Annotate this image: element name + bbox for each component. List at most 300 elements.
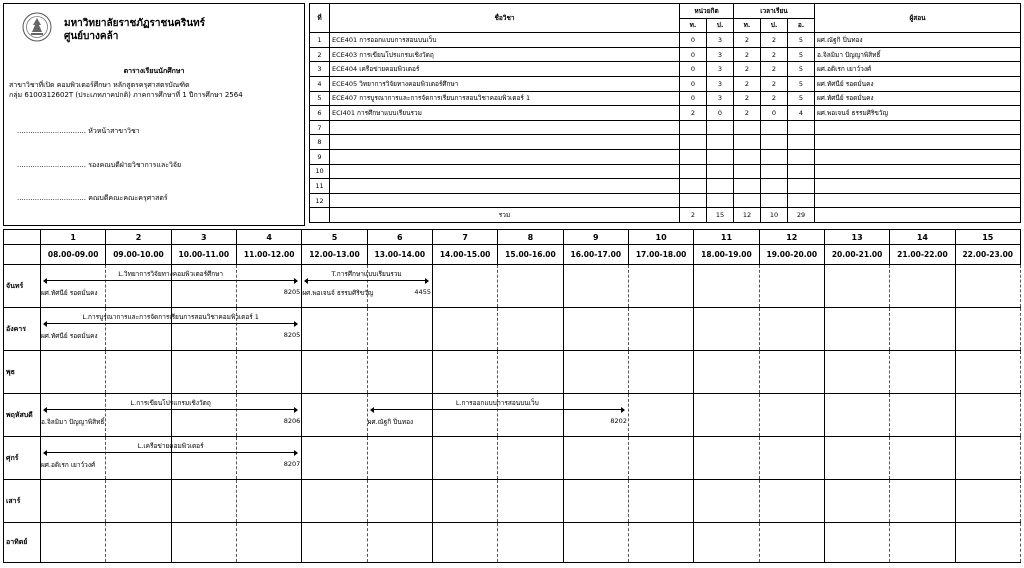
time-slot-cell [824, 394, 889, 437]
course-instructor [815, 135, 1021, 150]
time-slot-cell [171, 480, 236, 523]
course-row [310, 76, 1021, 91]
col-hours: เวลาเรียน [734, 4, 815, 19]
hour-other: 4 [788, 106, 815, 121]
credit-theory: 0 [680, 33, 707, 48]
time-slot-cell [498, 308, 563, 351]
time-slot-cell [759, 308, 824, 351]
time-slot-cell [694, 265, 759, 308]
time-slot-cell [432, 308, 497, 351]
course-row [310, 149, 1021, 164]
period-number: 5 [302, 230, 367, 245]
hour-other [788, 193, 815, 208]
col-hour-practice: ป. [761, 18, 788, 33]
time-slot-cell [498, 437, 563, 480]
hour-practice [761, 193, 788, 208]
time-slot-cell [759, 351, 824, 394]
period-number: 14 [890, 230, 955, 245]
course-instructor: ผศ.พอเจนจ์ ธรรมศิริขวัญ [815, 106, 1021, 121]
time-slot-cell [628, 480, 693, 523]
time-slot-label: 16.00-17.00 [563, 245, 628, 265]
time-slot-cell [890, 351, 955, 394]
day-row [4, 351, 1021, 394]
time-slot-cell [955, 308, 1020, 351]
course-row [310, 179, 1021, 194]
hour-practice [761, 164, 788, 179]
hour-theory: 2 [734, 106, 761, 121]
course-row [310, 47, 1021, 62]
day-label: พุธ [4, 351, 41, 394]
total-hour-other: 29 [788, 208, 815, 223]
course-no: 4 [310, 76, 330, 91]
time-slot-cell [694, 523, 759, 563]
total-hour-practice: 10 [761, 208, 788, 223]
class-room: 8205 [283, 288, 301, 296]
class-block[interactable] [41, 441, 301, 475]
course-name [330, 193, 680, 208]
hour-practice: 2 [761, 76, 788, 91]
col-credit-practice: ป. [707, 18, 734, 33]
col-hour-theory: ท. [734, 18, 761, 33]
credit-practice [707, 149, 734, 164]
total-credit-practice: 15 [707, 208, 734, 223]
time-slot-cell [498, 523, 563, 563]
day-label: ศุกร์ [4, 437, 41, 480]
time-slot-label: 13.00-14.00 [367, 245, 432, 265]
class-room: 8206 [283, 417, 301, 425]
time-slot-cell [955, 480, 1020, 523]
time-slot-cell [955, 523, 1020, 563]
course-no: 1 [310, 33, 330, 48]
time-slot-cell [890, 265, 955, 308]
time-slot-cell [759, 523, 824, 563]
credit-practice: 0 [707, 106, 734, 121]
signature-line-dean [17, 193, 168, 204]
class-name: T.การศึกษาแบบเรียนรวม [331, 270, 402, 278]
time-slot-cell [955, 265, 1020, 308]
time-slot-cell [432, 480, 497, 523]
col-no: ที่ [310, 4, 330, 33]
hour-practice: 2 [761, 47, 788, 62]
credit-practice: 3 [707, 47, 734, 62]
time-slot-cell [890, 480, 955, 523]
hour-practice [761, 149, 788, 164]
credit-theory: 2 [680, 106, 707, 121]
credit-theory: 0 [680, 62, 707, 77]
course-no: 10 [310, 164, 330, 179]
period-number: 4 [236, 230, 301, 245]
course-name [330, 149, 680, 164]
duration-arrow-icon [305, 280, 428, 281]
day-label: พฤหัสบดี [4, 394, 41, 437]
time-slot-cell [628, 523, 693, 563]
course-row [310, 193, 1021, 208]
time-slot-cell [563, 480, 628, 523]
course-name [330, 120, 680, 135]
time-slot-cell [759, 480, 824, 523]
hour-practice: 0 [761, 106, 788, 121]
signature-label: คณบดีคณะคณะครุศาสตร์ [88, 194, 168, 202]
time-slot-cell [171, 523, 236, 563]
credit-practice [707, 135, 734, 150]
course-header-row [310, 4, 1021, 19]
time-slot-cell [367, 523, 432, 563]
time-slot-cell [302, 394, 367, 437]
signature-dots: ............................... [17, 194, 86, 202]
group-line: กลุ่ม 6100312602T (ประเภทภาคปกติ) ภาคการศึกษาที่ 1 ปีการศึกษา 2564 [9, 91, 243, 99]
course-instructor [815, 149, 1021, 164]
time-slot-cell [302, 351, 367, 394]
hour-theory: 2 [734, 76, 761, 91]
time-slot-cell [824, 308, 889, 351]
course-name: ECE405 วิทยาการวิจัยทางคอมพิวเตอร์ศึกษา [330, 76, 680, 91]
time-slot-cell [236, 523, 301, 563]
class-detail-row [41, 331, 300, 340]
time-slot-cell [890, 523, 955, 563]
class-room: 4455 [414, 288, 431, 296]
course-table [309, 3, 1021, 223]
hour-other: 5 [788, 33, 815, 48]
class-teacher: อ.จิลมิมา ปัญญาพิสิทธิ์ [41, 418, 105, 426]
course-instructor: ผศ.ทัศนีย์ รอดมั่นคง [815, 91, 1021, 106]
time-slot-cell [759, 265, 824, 308]
course-row [310, 135, 1021, 150]
time-slot-cell [890, 394, 955, 437]
time-slot-cell [302, 480, 367, 523]
credit-practice: 3 [707, 33, 734, 48]
day-row [4, 480, 1021, 523]
course-name [330, 164, 680, 179]
course-name: ECE401 การออกแบบการสอนบนเว็บ [330, 33, 680, 48]
credit-theory [680, 193, 707, 208]
time-slot-cell [759, 437, 824, 480]
class-block[interactable] [302, 269, 431, 303]
class-block[interactable] [367, 398, 627, 432]
total-credit-theory: 2 [680, 208, 707, 223]
time-slot-cell [694, 394, 759, 437]
time-slot-cell [498, 265, 563, 308]
course-instructor [815, 179, 1021, 194]
time-slot-cell [563, 351, 628, 394]
time-slot-cell [955, 394, 1020, 437]
credit-practice [707, 120, 734, 135]
class-room: 8207 [283, 460, 301, 468]
course-row [310, 164, 1021, 179]
course-instructor: ผศ.อดิเรก เยาว์วงศ์ [815, 62, 1021, 77]
class-name: L.การบูรณาการและการจัดการเรียนการสอนวิชาคอมพิวเตอร์ 1 [82, 313, 259, 321]
course-no: 7 [310, 120, 330, 135]
hour-theory [734, 120, 761, 135]
course-no: 2 [310, 47, 330, 62]
signature-label: รองคณบดีฝ่ายวิชาการและวิจัย [88, 161, 182, 169]
hour-theory: 2 [734, 47, 761, 62]
class-teacher: ผศ.ณัฐกิ ปิ่นทอง [367, 418, 414, 426]
day-label: อาทิตย์ [4, 523, 41, 563]
class-name: L.เครือข่ายคอมพิวเตอร์ [137, 442, 204, 450]
course-row [310, 33, 1021, 48]
signature-line-head [17, 126, 140, 137]
hour-other [788, 164, 815, 179]
col-credits: หน่วยกิต [680, 4, 734, 19]
credit-theory: 0 [680, 47, 707, 62]
total-label: รวม [330, 208, 680, 223]
hour-practice: 2 [761, 91, 788, 106]
credit-practice [707, 179, 734, 194]
time-slot-cell [955, 437, 1020, 480]
time-slot-label: 18.00-19.00 [694, 245, 759, 265]
time-slot-cell [563, 523, 628, 563]
day-label: อังคาร [4, 308, 41, 351]
credit-theory [680, 135, 707, 150]
time-slot-cell [628, 351, 693, 394]
total-spacer [310, 208, 330, 223]
time-slot-cell [759, 394, 824, 437]
period-row [4, 230, 1021, 245]
class-teacher: ผศ.ทัศนีย์ รอดมั่นคง [41, 332, 98, 340]
university-title [64, 17, 205, 43]
period-number: 9 [563, 230, 628, 245]
time-slot-cell [236, 351, 301, 394]
course-name: ECI401 การศึกษาแบบเรียนรวม [330, 106, 680, 121]
class-name: L.วิทยาการวิจัยทางคอมพิวเตอร์ศึกษา [118, 270, 224, 278]
course-row [310, 106, 1021, 121]
class-block[interactable] [41, 312, 301, 346]
course-total-row [310, 208, 1021, 223]
period-number: 2 [106, 230, 171, 245]
time-slot-cell [41, 523, 106, 563]
credit-theory: 0 [680, 76, 707, 91]
class-detail-row [368, 417, 627, 426]
time-slot-label: 17.00-18.00 [628, 245, 693, 265]
hour-other: 5 [788, 47, 815, 62]
time-slot-cell [367, 480, 432, 523]
class-teacher: ผศ.อดิเรก เยาว์วงศ์ [41, 461, 96, 469]
col-credit-theory: ท. [680, 18, 707, 33]
period-number: 8 [498, 230, 563, 245]
course-instructor: ผศ.ทัศนีย์ รอดมั่นคง [815, 76, 1021, 91]
hour-theory [734, 193, 761, 208]
hour-other: 5 [788, 76, 815, 91]
time-slot-cell [955, 351, 1020, 394]
course-name [330, 135, 680, 150]
class-name: L.การออกแบบการสอนบนเว็บ [455, 399, 539, 407]
day-label: เสาร์ [4, 480, 41, 523]
course-instructor: อ.จิลมิมา ปัญญาพิสิทธิ์ [815, 47, 1021, 62]
course-row [310, 91, 1021, 106]
hour-theory: 2 [734, 33, 761, 48]
time-slot-cell [302, 523, 367, 563]
course-no: 3 [310, 62, 330, 77]
class-teacher: ผศ.พอเจนจ์ ธรรมศิริขวัญ [302, 289, 374, 297]
time-row [4, 245, 1021, 265]
time-slot-label: 08.00-09.00 [41, 245, 106, 265]
period-number: 7 [432, 230, 497, 245]
time-slot-cell [563, 265, 628, 308]
course-name: ECE404 เครือข่ายคอมพิวเตอร์ [330, 62, 680, 77]
center-name: ศูนย์บางคล้า [64, 31, 119, 42]
time-slot-cell [432, 265, 497, 308]
duration-arrow-icon [44, 323, 297, 324]
time-slot-cell [41, 351, 106, 394]
time-slot-cell [824, 437, 889, 480]
program-info [9, 80, 243, 100]
class-block[interactable] [41, 398, 301, 432]
duration-arrow-icon [371, 409, 624, 410]
credit-practice [707, 164, 734, 179]
program-line: สาขาวิชาที่เปิด คอมพิวเตอร์ศึกษา หลักสูตรครุศาสตรบัณฑิต [9, 81, 190, 89]
time-slot-cell [628, 308, 693, 351]
col-hour-other: อ. [788, 18, 815, 33]
hour-other [788, 135, 815, 150]
time-slot-cell [890, 437, 955, 480]
hour-practice [761, 135, 788, 150]
period-number: 11 [694, 230, 759, 245]
class-name: L.การเขียนโปรแกรมเชิงวัตถุ [130, 399, 211, 407]
class-block[interactable] [41, 269, 301, 303]
class-teacher: ผศ.ทัศนีย์ รอดมั่นคง [41, 289, 98, 297]
time-slot-cell [367, 437, 432, 480]
hour-theory [734, 179, 761, 194]
time-slot-cell [824, 523, 889, 563]
hour-theory [734, 149, 761, 164]
time-slot-cell [41, 480, 106, 523]
time-corner [4, 245, 41, 265]
time-slot-cell [694, 351, 759, 394]
time-slot-cell [302, 308, 367, 351]
hour-other [788, 120, 815, 135]
time-slot-cell [302, 437, 367, 480]
time-slot-cell [106, 351, 171, 394]
hour-theory: 2 [734, 62, 761, 77]
time-slot-cell [563, 308, 628, 351]
time-slot-cell [694, 437, 759, 480]
time-slot-cell [628, 437, 693, 480]
credit-theory [680, 179, 707, 194]
time-slot-cell [367, 351, 432, 394]
time-slot-cell [824, 351, 889, 394]
time-slot-cell [563, 437, 628, 480]
course-no: 6 [310, 106, 330, 121]
course-instructor [815, 193, 1021, 208]
credit-practice: 3 [707, 76, 734, 91]
day-label: จันทร์ [4, 265, 41, 308]
class-room: 8205 [283, 331, 301, 339]
time-slot-label: 10.00-11.00 [171, 245, 236, 265]
course-row [310, 120, 1021, 135]
time-slot-cell [628, 394, 693, 437]
period-number: 3 [171, 230, 236, 245]
hour-theory [734, 135, 761, 150]
period-number: 15 [955, 230, 1020, 245]
course-row [310, 62, 1021, 77]
hour-practice: 2 [761, 33, 788, 48]
time-slot-cell [498, 351, 563, 394]
course-no: 5 [310, 91, 330, 106]
hour-theory: 2 [734, 91, 761, 106]
total-hour-theory: 12 [734, 208, 761, 223]
course-instructor [815, 120, 1021, 135]
time-slot-cell [628, 265, 693, 308]
course-no: 12 [310, 193, 330, 208]
hour-other: 5 [788, 91, 815, 106]
course-instructor [815, 164, 1021, 179]
class-room: 8202 [610, 417, 627, 425]
course-no: 8 [310, 135, 330, 150]
time-slot-cell [171, 351, 236, 394]
time-slot-cell [694, 480, 759, 523]
time-slot-cell [367, 308, 432, 351]
course-name: ECE407 การบูรณาการและการจัดการเรียนการสอนวิชาคอมพิวเตอร์ 1 [330, 91, 680, 106]
period-corner [4, 230, 41, 245]
credit-theory [680, 149, 707, 164]
signature-dots: ............................... [17, 127, 86, 135]
hour-other [788, 149, 815, 164]
time-slot-label: 21.00-22.00 [890, 245, 955, 265]
signature-dots: ............................... [17, 161, 86, 169]
time-slot-cell [106, 523, 171, 563]
time-slot-cell [236, 480, 301, 523]
hour-other: 5 [788, 62, 815, 77]
period-number: 6 [367, 230, 432, 245]
hour-practice [761, 120, 788, 135]
time-slot-label: 12.00-13.00 [302, 245, 367, 265]
time-slot-cell [890, 308, 955, 351]
time-slot-cell [432, 437, 497, 480]
col-course-name: ชื่อวิชา [330, 4, 680, 33]
time-slot-label: 22.00-23.00 [955, 245, 1020, 265]
period-number: 10 [628, 230, 693, 245]
hour-other [788, 179, 815, 194]
time-slot-cell [824, 480, 889, 523]
class-detail-row [41, 288, 300, 297]
header-block [3, 3, 305, 226]
col-instructor: ผู้สอน [815, 4, 1021, 33]
course-no: 9 [310, 149, 330, 164]
total-instructor-spacer [815, 208, 1021, 223]
time-slot-cell [432, 523, 497, 563]
course-name [330, 179, 680, 194]
class-detail-row [41, 460, 300, 469]
class-detail-row [41, 417, 300, 426]
time-slot-cell [106, 480, 171, 523]
period-number: 13 [824, 230, 889, 245]
time-slot-label: 09.00-10.00 [106, 245, 171, 265]
hour-practice [761, 179, 788, 194]
university-seal-icon [22, 12, 52, 42]
time-slot-cell [824, 265, 889, 308]
time-slot-label: 20.00-21.00 [824, 245, 889, 265]
credit-practice: 3 [707, 62, 734, 77]
duration-arrow-icon [44, 452, 297, 453]
time-slot-label: 19.00-20.00 [759, 245, 824, 265]
time-slot-cell [498, 480, 563, 523]
period-number: 1 [41, 230, 106, 245]
class-detail-row [302, 288, 431, 297]
signature-line-deputy [17, 160, 181, 171]
credit-theory [680, 120, 707, 135]
time-slot-cell [432, 351, 497, 394]
credit-theory: 0 [680, 91, 707, 106]
day-row [4, 523, 1021, 563]
course-instructor: ผศ.ณัฐกิ ปิ่นทอง [815, 33, 1021, 48]
timetable-title: ตารางเรียนนักศึกษา [123, 67, 185, 75]
credit-theory [680, 164, 707, 179]
hour-practice: 2 [761, 62, 788, 77]
time-slot-label: 15.00-16.00 [498, 245, 563, 265]
course-no: 11 [310, 179, 330, 194]
duration-arrow-icon [44, 409, 297, 410]
time-slot-label: 11.00-12.00 [236, 245, 301, 265]
